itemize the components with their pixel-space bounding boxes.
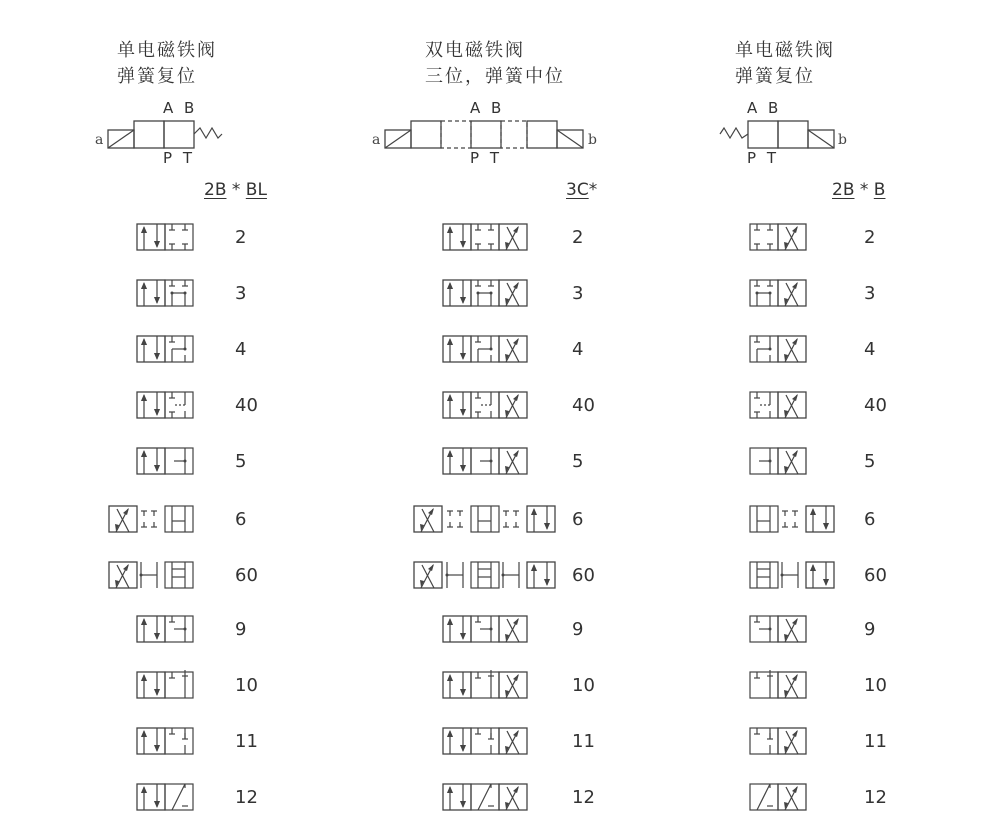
variant-number-col2: 9 (572, 619, 584, 640)
center-box (471, 672, 499, 698)
variant-number-col2: 3 (572, 283, 584, 304)
col3-title-line1: 单电磁铁阀 (735, 40, 835, 61)
parallel-box (806, 506, 834, 532)
parallel-box (137, 728, 165, 754)
parallel-box (443, 784, 471, 810)
variant-number-col1: 10 (235, 675, 258, 696)
center-box (471, 728, 499, 754)
parallel-box (443, 392, 471, 418)
parallel-box (443, 616, 471, 642)
variant-row-12 (137, 784, 806, 810)
center-box (471, 224, 499, 250)
variant-row-5 (137, 448, 806, 474)
col3-position-a (748, 121, 778, 148)
variant-row-11 (137, 728, 806, 754)
variant-row-4 (137, 336, 806, 362)
variant-number-col1: 40 (235, 395, 258, 416)
variant-row-2 (137, 224, 806, 250)
col1-title-line1: 单电磁铁阀 (117, 40, 217, 61)
variant-number-col2: 12 (572, 787, 595, 808)
col1-spring (194, 128, 222, 138)
col2-position-a (411, 121, 441, 148)
parallel-box (443, 672, 471, 698)
center-box (165, 728, 193, 754)
variant-number-col3: 4 (864, 339, 876, 360)
parallel-box (806, 562, 834, 588)
variant-number-col1: 3 (235, 283, 247, 304)
col1-code-sep: * (231, 180, 241, 200)
col2-dashed-2 (501, 121, 527, 148)
col1-solenoid-a-label: a (95, 132, 104, 148)
parallel-box (137, 224, 165, 250)
parallel-box (443, 280, 471, 306)
variant-row-60 (109, 562, 834, 588)
col2-port-top: A B (470, 99, 505, 117)
center-box (165, 506, 193, 532)
variant-number-col3: 5 (864, 451, 876, 472)
variant-row-3 (137, 280, 806, 306)
col2-position-center (471, 121, 501, 148)
parallel-box (137, 616, 165, 642)
variant-number-col3: 11 (864, 731, 887, 752)
variant-number-col3: 2 (864, 227, 876, 248)
parallel-box (137, 672, 165, 698)
variant-number-col2: 10 (572, 675, 595, 696)
parallel-box (527, 562, 555, 588)
variant-number-col1: 2 (235, 227, 247, 248)
col1-title-line2: 弹簧复位 (117, 66, 197, 87)
variant-number-col2: 40 (572, 395, 595, 416)
col1-code-part2: BL (245, 180, 267, 200)
col1-port-top: A B (163, 99, 198, 117)
variant-number-col2: 11 (572, 731, 595, 752)
variant-number-col3: 12 (864, 787, 887, 808)
variant-number-col2: 4 (572, 339, 584, 360)
center-box (750, 672, 778, 698)
col3-port-top: A B (747, 99, 782, 117)
variant-number-col3: 6 (864, 509, 876, 530)
variant-number-col3: 9 (864, 619, 876, 640)
col2-port-bottom: P T (470, 149, 502, 167)
variant-number-col1: 6 (235, 509, 247, 530)
col2-title-line1: 双电磁铁阀 (425, 40, 525, 61)
center-box (471, 506, 499, 532)
variant-number-col1: 5 (235, 451, 247, 472)
col2-title-line2: 三位，弹簧中位 (425, 66, 565, 87)
col1-position-a (134, 121, 164, 148)
col1-code-part1: 2B (204, 180, 227, 200)
variant-number-col1: 11 (235, 731, 258, 752)
col1-port-bottom: P T (163, 149, 195, 167)
parallel-box (443, 448, 471, 474)
parallel-box (137, 336, 165, 362)
parallel-box (443, 728, 471, 754)
col3-position-b (778, 121, 808, 148)
col2-code-sep: * (588, 180, 598, 200)
center-box (750, 224, 778, 250)
col2-solenoid-b-label: b (588, 132, 597, 148)
col3-code-sep: * (859, 180, 869, 200)
parallel-box (137, 280, 165, 306)
variant-row-10 (137, 670, 806, 698)
variant-number-col2: 60 (572, 565, 595, 586)
col2-dashed-1 (441, 121, 471, 148)
header-symbols (106, 121, 834, 148)
parallel-box (137, 448, 165, 474)
variant-row-9 (137, 616, 806, 642)
variant-number-col2: 5 (572, 451, 584, 472)
variant-number-col1: 9 (235, 619, 247, 640)
col3-spring (720, 128, 748, 138)
col2-solenoid-a-label: a (372, 132, 381, 148)
col2-code-part1: 3C (566, 180, 589, 200)
col3-port-bottom: P T (747, 149, 779, 167)
variant-row-6 (109, 506, 834, 532)
center-box (750, 562, 778, 588)
variant-number-col2: 6 (572, 509, 584, 530)
variant-row-40 (137, 392, 806, 418)
col3-code-part2: B (873, 180, 886, 200)
parallel-box (137, 392, 165, 418)
variant-number-col3: 40 (864, 395, 887, 416)
parallel-box (443, 336, 471, 362)
parallel-box (527, 506, 555, 532)
col1-position-b (164, 121, 194, 148)
variant-number-col3: 60 (864, 565, 887, 586)
variant-number-col3: 10 (864, 675, 887, 696)
center-box (165, 672, 193, 698)
col3-code-part1: 2B (832, 180, 855, 200)
col3-solenoid-b-label: b (838, 132, 847, 148)
center-box (471, 562, 499, 588)
variant-number-col2: 2 (572, 227, 584, 248)
col3-title-line2: 弹簧复位 (735, 66, 815, 87)
variant-number-col1: 4 (235, 339, 247, 360)
parallel-box (443, 224, 471, 250)
variant-number-col1: 60 (235, 565, 258, 586)
center-box (750, 728, 778, 754)
center-box (165, 224, 193, 250)
center-box (750, 506, 778, 532)
parallel-box (137, 784, 165, 810)
variant-number-col3: 3 (864, 283, 876, 304)
center-box (165, 562, 193, 588)
variant-number-col1: 12 (235, 787, 258, 808)
col2-position-b (527, 121, 557, 148)
